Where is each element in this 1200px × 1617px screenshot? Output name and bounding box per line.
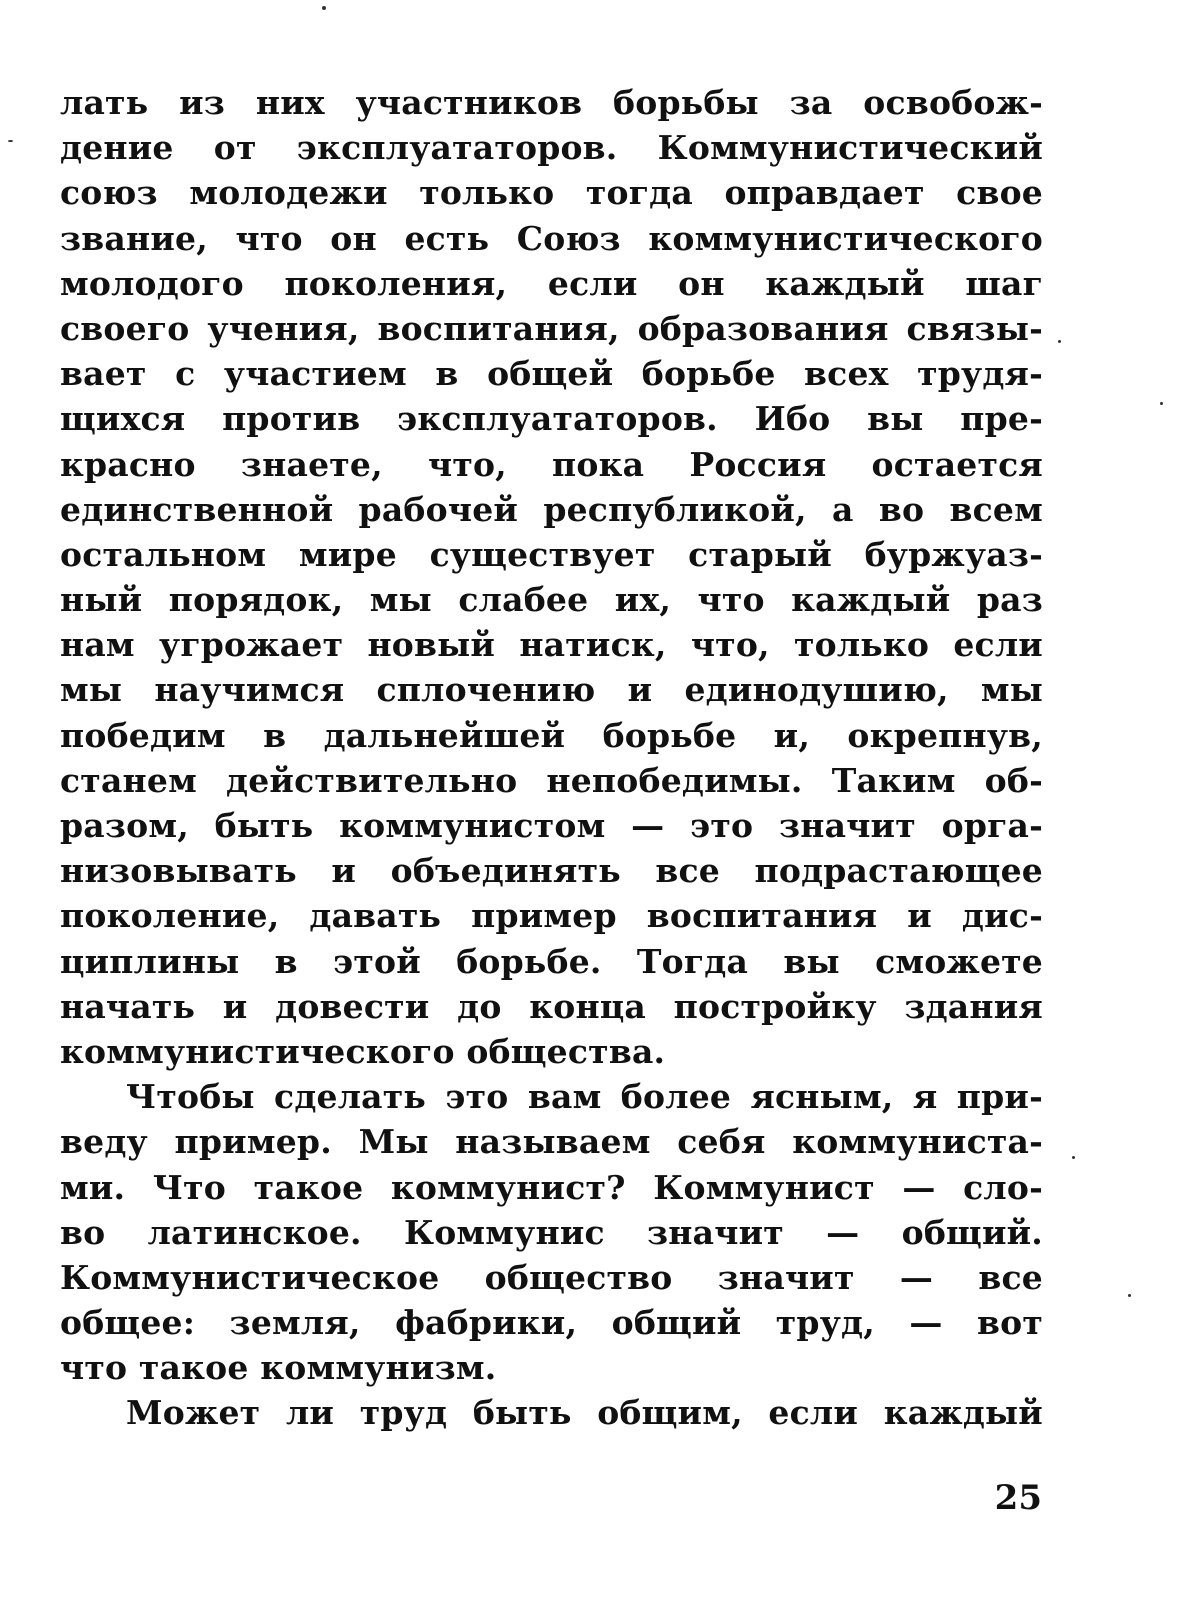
text-line: дение от эксплуататоров. Коммунистический [60, 128, 1043, 168]
text-line: своего учения, воспитания, образования связы- [60, 308, 1043, 348]
text-line: Коммунистическое общество значит — все [60, 1257, 1043, 1297]
text-line: ми. Что такое коммунист? Коммунист — сло- [60, 1167, 1043, 1207]
text-line: ный порядок, мы слабее их, что каждый раз [60, 580, 1043, 620]
paragraph-first-line: Может ли труд быть общим, если каждый [126, 1393, 1043, 1433]
text-line: станем действительно непобедимы. Таким об- [60, 760, 1043, 800]
text-line: циплины в этой борьбе. Тогда вы сможете [60, 941, 1043, 981]
text-line: вает с участием в общей борьбе всех трудя- [60, 354, 1043, 394]
text-line: лать из них участников борьбы за освобож- [60, 83, 1043, 122]
scan-speck [1160, 402, 1163, 405]
text-line: остальном мире существует старый буржуаз- [60, 534, 1043, 574]
scan-speck [322, 6, 326, 10]
text-line: веду пример. Мы называем себя коммуниста- [60, 1122, 1043, 1162]
text-line: красно знаете, что, пока Россия остается [60, 444, 1043, 484]
page-number: 25 [994, 1478, 1042, 1518]
text-line: общее: земля, фабрики, общий труд, — вот [60, 1303, 1043, 1343]
text-line: разом, быть коммунистом — это значит орга- [60, 806, 1043, 845]
text-line: щихся против эксплуататоров. Ибо вы пре- [60, 399, 1043, 439]
scan-speck [8, 140, 13, 142]
text-line: победим в дальнейшей борьбе и, окрепнув, [60, 715, 1043, 755]
text-line: нам угрожает новый натиск, что, только если [60, 625, 1043, 665]
text-line: низовывать и объединять все подрастающее [60, 851, 1043, 891]
text-line: молодого поколения, если он каждый шаг [60, 263, 1043, 303]
text-line: звание, что он есть Союз коммунистического [60, 218, 1043, 258]
page-body-text [60, 80, 1043, 1436]
paragraph-first-line: Чтобы сделать это вам более ясным, я при- [126, 1077, 1043, 1117]
scan-speck [1128, 1294, 1131, 1297]
text-line: начать и довести до конца постройку здания [60, 986, 1043, 1026]
text-line: что такое коммунизм. [60, 1348, 497, 1388]
text-line: мы научимся сплочению и единодушию, мы [60, 670, 1043, 710]
text-line: коммунистического общества. [60, 1031, 666, 1071]
text-line: союз молодежи только тогда оправдает свое [60, 173, 1043, 213]
scan-speck [1058, 340, 1061, 343]
text-line: во латинское. Коммунис значит — общий. [60, 1212, 1043, 1252]
text-line: поколение, давать пример воспитания и дис- [60, 896, 1043, 936]
text-line: единственной рабочей республикой, а во всем [60, 489, 1043, 529]
scan-speck [1072, 1156, 1075, 1159]
